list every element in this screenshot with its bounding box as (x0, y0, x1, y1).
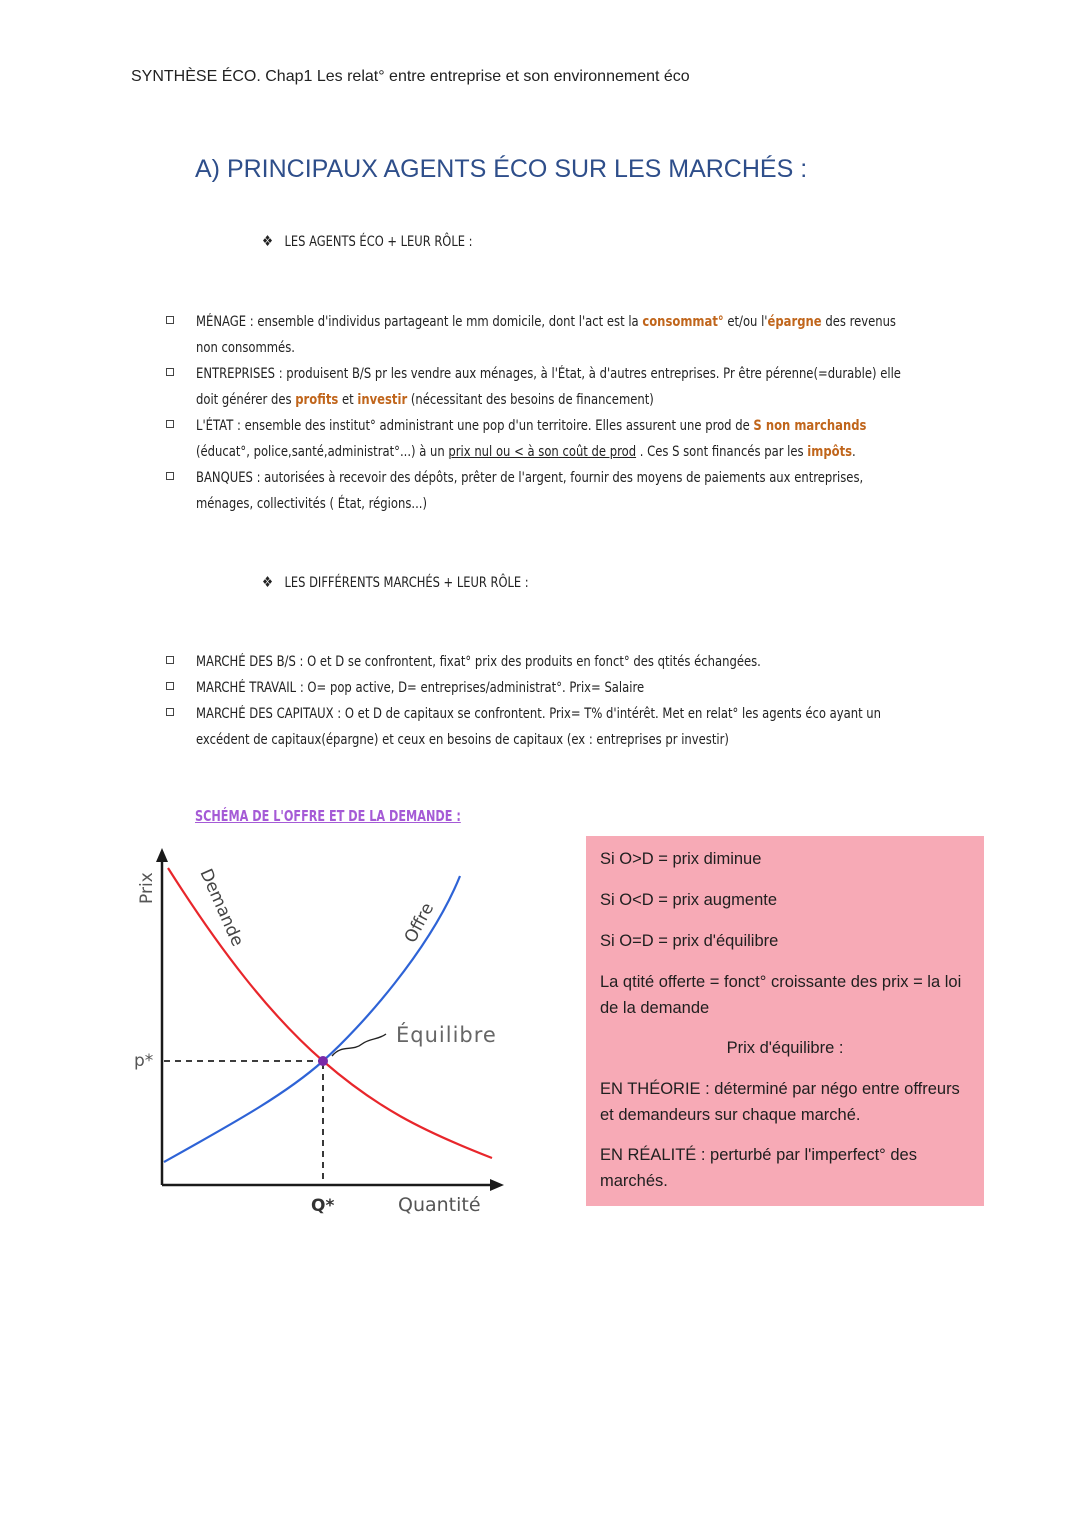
y-axis-label: Prix (137, 872, 157, 904)
list-item (166, 361, 1066, 413)
section1-heading (262, 232, 473, 250)
supply-label: Offre (400, 899, 439, 947)
agent-banques-text: BANQUES : autorisées à recevoir des dépôts, prêter de l'argent, fournir des moyens de paiements aux entreprises, ménages, collectivités ( État, régions...) (196, 470, 864, 512)
list-item (166, 309, 1066, 361)
section2-title: LES DIFFÉRENTS MARCHÉS + LEUR RÔLE : (284, 575, 529, 591)
agent-menage-text: MÉNAGE : ensemble d'individus partageant le mm domicile, dont l'act est la consommat° et/ou l'épargne des revenus non consommés. (196, 314, 896, 356)
page-header: SYNTHÈSE ÉCO. Chap1 Les relat° entre entreprise et son environnement éco (131, 68, 690, 85)
p-star-label: p* (134, 1051, 154, 1071)
rule-line: La qtité offerte = fonct° croissante des prix = la loi de la demande (600, 973, 962, 1017)
market-capitaux-text: MARCHÉ DES CAPITAUX : O et D de capitaux se confrontent. Prix= T% d'intérêt. Met en relat° les agents éco ayant un excédent de capitaux(épargne) et ceux en besoins de capitaux (ex : entreprises pr investir) (196, 706, 882, 748)
equilibrium-label: Équilibre (396, 1023, 497, 1047)
square-bullet-icon (166, 420, 174, 428)
q-star-label: Q* (311, 1196, 335, 1216)
market-travail-text: MARCHÉ TRAVAIL : O= pop active, D= entreprises/administrat°. Prix= Salaire (196, 680, 645, 696)
rule-line: EN THÉORIE : déterminé par négo entre offreurs et demandeurs sur chaque marché. (600, 1080, 960, 1124)
demand-label: Demande (195, 865, 248, 950)
rule-line: EN RÉALITÉ : perturbé par l'imperfect° des marchés. (600, 1146, 917, 1190)
list-item (166, 701, 1066, 753)
price-rules-box (586, 836, 984, 1206)
equilibrium-point (318, 1056, 328, 1066)
square-bullet-icon (166, 472, 174, 480)
square-bullet-icon (166, 316, 174, 324)
list-item (166, 413, 1066, 465)
y-axis-arrow-icon (156, 848, 168, 862)
square-bullet-icon (166, 708, 174, 716)
markets-list (166, 649, 1066, 753)
x-axis-arrow-icon (490, 1179, 504, 1191)
section2-heading (262, 573, 529, 591)
agents-list (166, 309, 1066, 517)
diamond-bullet-icon: ❖ (262, 573, 274, 591)
market-bs-text: MARCHÉ DES B/S : O et D se confrontent, fixat° prix des produits en fonct° des qtités échangées. (196, 654, 761, 670)
section1-title: LES AGENTS ÉCO + LEUR RÔLE : (284, 234, 473, 250)
rule-line: Si O<D = prix augmente (600, 891, 778, 909)
agent-etat-text: L'ÉTAT : ensemble des institut° administrant une pop d'un territoire. Elles assurent une prod de S non marchands (éducat°, police,santé,administrat°...) à un prix nul ou < à son coût de prod . Ces S sont financés par les impôts. (196, 418, 867, 460)
supply-demand-chart (120, 840, 520, 1220)
list-item (166, 675, 1066, 701)
schema-title: SCHÉMA DE L'OFFRE ET DE LA DEMANDE : (195, 807, 461, 825)
main-title: A) PRINCIPAUX AGENTS ÉCO SUR LES MARCHÉS : (195, 155, 808, 183)
equilibrium-price-heading: Prix d'équilibre : (726, 1039, 844, 1057)
square-bullet-icon (166, 682, 174, 690)
rule-line: Si O>D = prix diminue (600, 850, 762, 868)
list-item (166, 649, 1066, 675)
agent-entreprises-text: ENTREPRISES : produisent B/S pr les vendre aux ménages, à l'État, à d'autres entreprises. Pr être pérenne(=durable) elle doit générer des profits et investir (nécessitant des besoins de financement) (196, 366, 901, 408)
list-item (166, 465, 1066, 517)
x-axis-label: Quantité (398, 1194, 481, 1216)
rule-line: Si O=D = prix d'équilibre (600, 932, 779, 950)
square-bullet-icon (166, 368, 174, 376)
square-bullet-icon (166, 656, 174, 664)
diamond-bullet-icon: ❖ (262, 232, 274, 250)
